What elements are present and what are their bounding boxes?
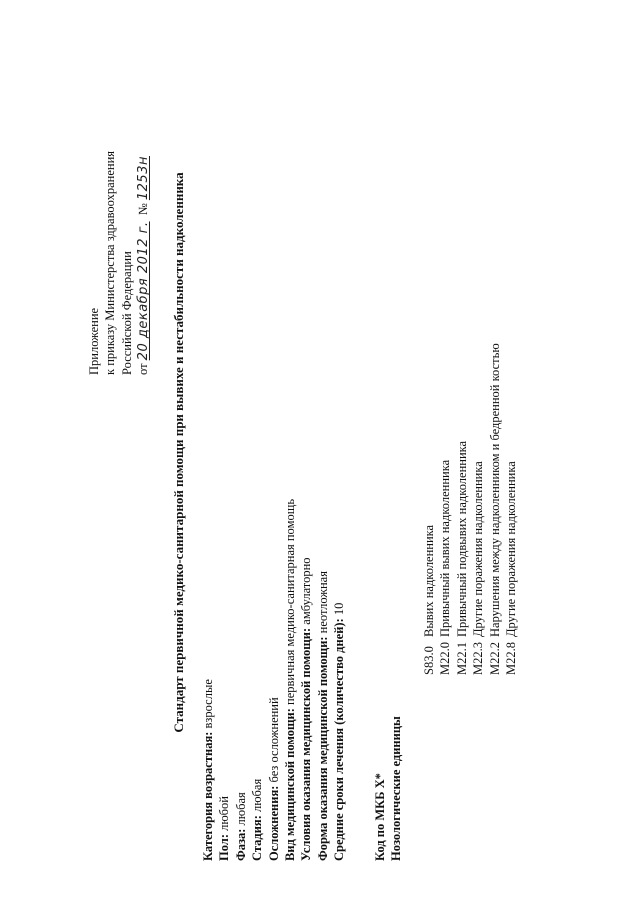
mkb-code: S83.0 [422, 646, 436, 675]
appendix-block [86, 151, 153, 375]
param-label: Фаза: [233, 828, 248, 861]
param-value: любая [233, 792, 248, 829]
mkb-code-row [421, 343, 437, 675]
param-label: Условия оказания медицинской помощи: [299, 627, 314, 861]
mkb-code: M22.3 [471, 642, 486, 675]
number-label: № [136, 203, 151, 216]
date-prefix: от [136, 363, 151, 375]
param-row [233, 499, 249, 861]
param-row [266, 499, 282, 861]
mkb-diagnosis: Нарушения между надколенником и бедренной костью [487, 343, 502, 637]
param-label: Категория возрастная: [201, 731, 215, 861]
mkb-code: M22.2 [487, 642, 502, 675]
param-value: неотложная [315, 571, 330, 637]
appendix-line-1: Приложение [87, 307, 101, 375]
mkb-code: M22.8 [504, 642, 519, 675]
mkb-code-row [470, 343, 486, 675]
mkb-code-label: Код по МКБ X* [373, 773, 387, 861]
appendix-line-3: Российской Федерации [119, 251, 134, 375]
handwritten-number: 1253н [136, 156, 152, 201]
param-row [216, 499, 232, 861]
mkb-diagnosis: Вывих надколенника [422, 524, 436, 637]
param-label: Форма оказания медицинской помощи: [315, 636, 330, 861]
param-row [200, 499, 216, 861]
param-label: Пол: [217, 834, 232, 861]
param-row [282, 499, 298, 861]
mkb-diagnosis: Привычный вывих надколенника [438, 459, 453, 637]
mkb-code: M22.0 [438, 642, 453, 675]
appendix-line-2: к приказу Министерства здравоохранения [103, 150, 118, 375]
param-row [315, 499, 331, 861]
mkb-code-row [454, 343, 470, 675]
mkb-diagnosis: Другие поражения надколенника [504, 461, 519, 637]
param-label: Вид медицинской помощи: [283, 708, 298, 861]
standard-parameters [200, 499, 348, 861]
param-row [298, 499, 314, 861]
param-value: 10 [332, 602, 347, 619]
param-value: любой [217, 796, 232, 835]
param-row [331, 499, 347, 861]
mkb-heading [372, 716, 405, 861]
document-title: Стандарт первичной медико-санитарной помощи при вывихе и нестабильности надколенника [171, 172, 186, 733]
mkb-code-row [487, 343, 503, 675]
handwritten-date: 20 декабря 2012 г. [136, 221, 152, 361]
mkb-diagnosis: Другие поражения надколенника [471, 461, 486, 637]
mkb-diagnosis: Привычный подвывих надколенника [454, 440, 469, 637]
mkb-code: M22.1 [454, 642, 469, 675]
nosological-units-label: Нозологические единицы [389, 716, 404, 861]
param-label: Осложнения: [266, 785, 281, 861]
param-value: без осложнений [266, 697, 281, 786]
param-row [249, 499, 265, 861]
param-value: первичная медико-санитарная помощь [283, 498, 298, 709]
mkb-code-row [503, 343, 519, 675]
param-value: любая [250, 778, 265, 816]
appendix-line-4 [135, 151, 152, 375]
mkb-code-row [437, 343, 453, 675]
param-label: Средние сроки лечения (количество дней): [332, 618, 347, 861]
param-value: амбулаторно [299, 557, 314, 628]
mkb-code-list [421, 343, 519, 675]
param-value: взрослые [201, 679, 215, 732]
param-label: Стадия: [250, 815, 265, 861]
